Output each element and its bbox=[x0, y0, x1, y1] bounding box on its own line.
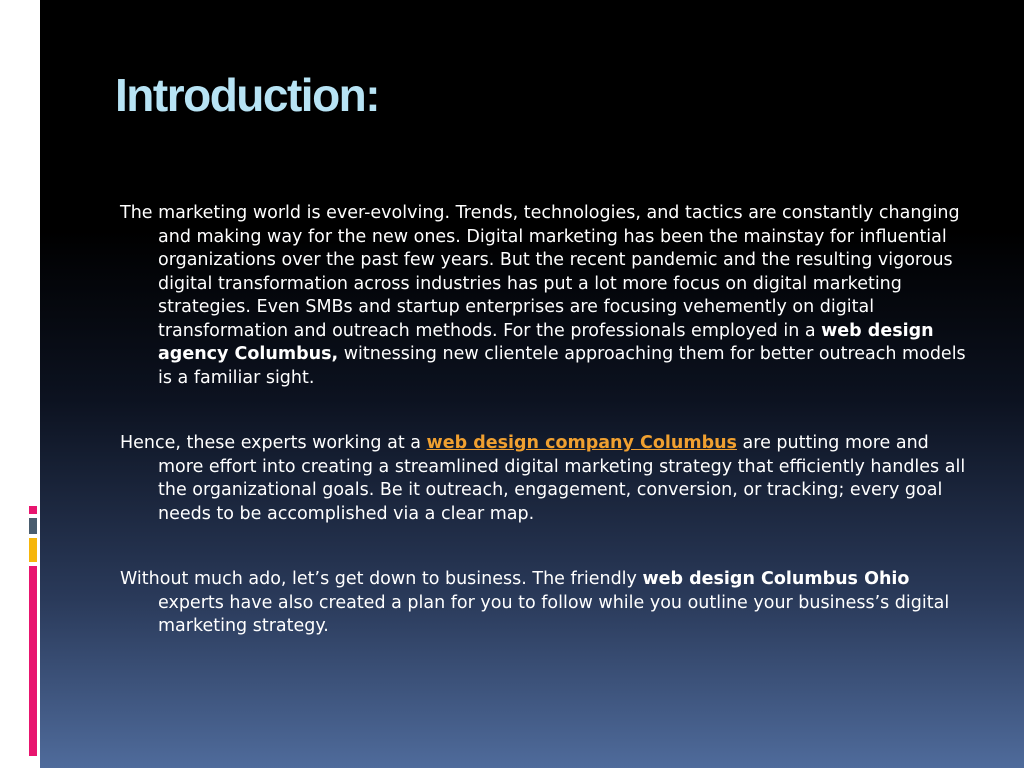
slide-title: Introduction: bbox=[115, 69, 380, 121]
paragraph-3-text-a: Without much ado, let’s get down to business. The friendly bbox=[120, 569, 643, 589]
accent-bar-pink-long bbox=[29, 566, 37, 756]
slide bbox=[40, 0, 1024, 768]
paragraph-intro bbox=[120, 202, 970, 390]
paragraph-2-text-b: are putting more and more effort into creating a streamlined digital marketing strategy that efficiently handles all the organizational goals. Be it outreach, engagement, conversion, or tracking; every goal needs to be accomplished via a clear map. bbox=[158, 433, 966, 524]
paragraph-1-text-b: witnessing new clientele approaching them for better outreach models is a familiar sight. bbox=[158, 344, 966, 388]
paragraph-1-bold-keyword: web design agency Columbus, bbox=[158, 320, 934, 364]
paragraph-3-bold-keyword: web design Columbus Ohio bbox=[642, 569, 910, 589]
slide-body bbox=[120, 202, 970, 681]
slide-left-margin bbox=[0, 0, 40, 768]
paragraph-experts bbox=[120, 432, 970, 526]
paragraph-plan bbox=[120, 568, 970, 639]
accent-bar-gray bbox=[29, 518, 37, 534]
paragraph-2-text-a: Hence, these experts working at a bbox=[120, 433, 427, 453]
accent-bar-pink-top bbox=[29, 506, 37, 514]
accent-bar-yellow bbox=[29, 538, 37, 562]
web-design-company-link[interactable]: web design company Columbus bbox=[426, 433, 737, 453]
paragraph-3-text-b: experts have also created a plan for you to follow while you outline your business’s digital marketing strategy. bbox=[158, 592, 950, 636]
paragraph-1-text-a: The marketing world is ever-evolving. Trends, technologies, and tactics are constantly changing and making way for the new ones. Digital marketing has been the mainstay for influential organizations over the past few years. But the recent pandemic and the resulting vigorous digital transformation across industries has put a lot more focus on digital marketing strategies. Even SMBs and startup enterprises are focusing vehemently on digital transformation and outreach methods. For the professionals employed in a bbox=[120, 203, 960, 341]
